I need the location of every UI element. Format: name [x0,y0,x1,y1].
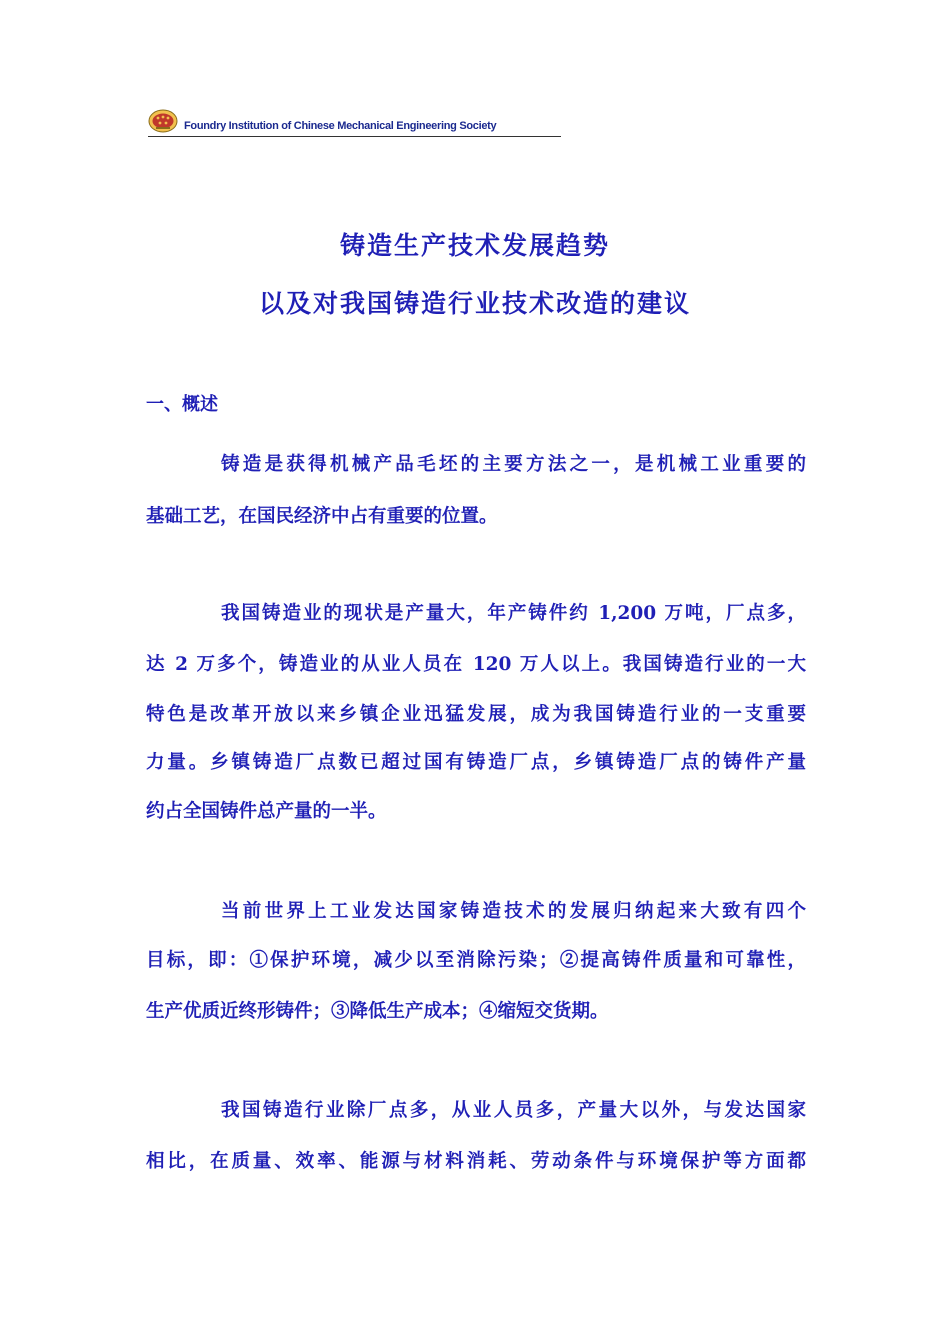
paragraph-2-line-3: 特色是改革开放以来乡镇企业迅猛发展，成为我国铸造行业的一支重要 [146,704,806,725]
paragraph-3-line-1: 当前世界上工业发达国家铸造技术的发展归纳起来大致有四个 [221,901,806,922]
paragraph-1-line-2: 基础工艺，在国民经济中占有重要的位置。 [146,506,498,527]
header-org-name: Foundry Institution of Chinese Mechanical Engineering Society [184,120,497,132]
paragraph-2-line-4: 力量。乡镇铸造厂点数已超过国有铸造厂点，乡镇铸造厂点的铸件产量 [146,752,806,773]
paragraph-4-line-2: 相比，在质量、效率、能源与材料消耗、劳动条件与环境保护等方面都 [146,1151,806,1172]
paragraph-2-line-2: 达 2 万多个，铸造业的从业人员在 120 万人以上。我国铸造行业的一大 [146,654,806,675]
paragraph-3-line-2: 目标，即：①保护环境，减少以至消除污染；②提高铸件质量和可靠性， [146,950,806,971]
paragraph-3-line-3: 生产优质近终形铸件；③降低生产成本；④缩短交货期。 [146,1001,609,1022]
header-divider [148,136,561,137]
society-emblem-icon [148,108,178,134]
document-title-line-2: 以及对我国铸造行业技术改造的建议 [258,289,691,318]
paragraph-2-line-5: 约占全国铸件总产量的一半。 [146,801,387,822]
paragraph-4-line-1: 我国铸造行业除厂点多，从业人员多，产量大以外，与发达国家 [221,1100,806,1121]
section-heading: 一、概述 [146,394,218,415]
document-title-line-1: 铸造生产技术发展趋势 [339,231,610,260]
paragraph-1-line-1: 铸造是获得机械产品毛坯的主要方法之一，是机械工业重要的 [221,454,806,475]
paragraph-2-line-1: 我国铸造业的现状是产量大，年产铸件约 1,200 万吨，厂点多， [221,603,806,624]
page-header [148,108,561,138]
